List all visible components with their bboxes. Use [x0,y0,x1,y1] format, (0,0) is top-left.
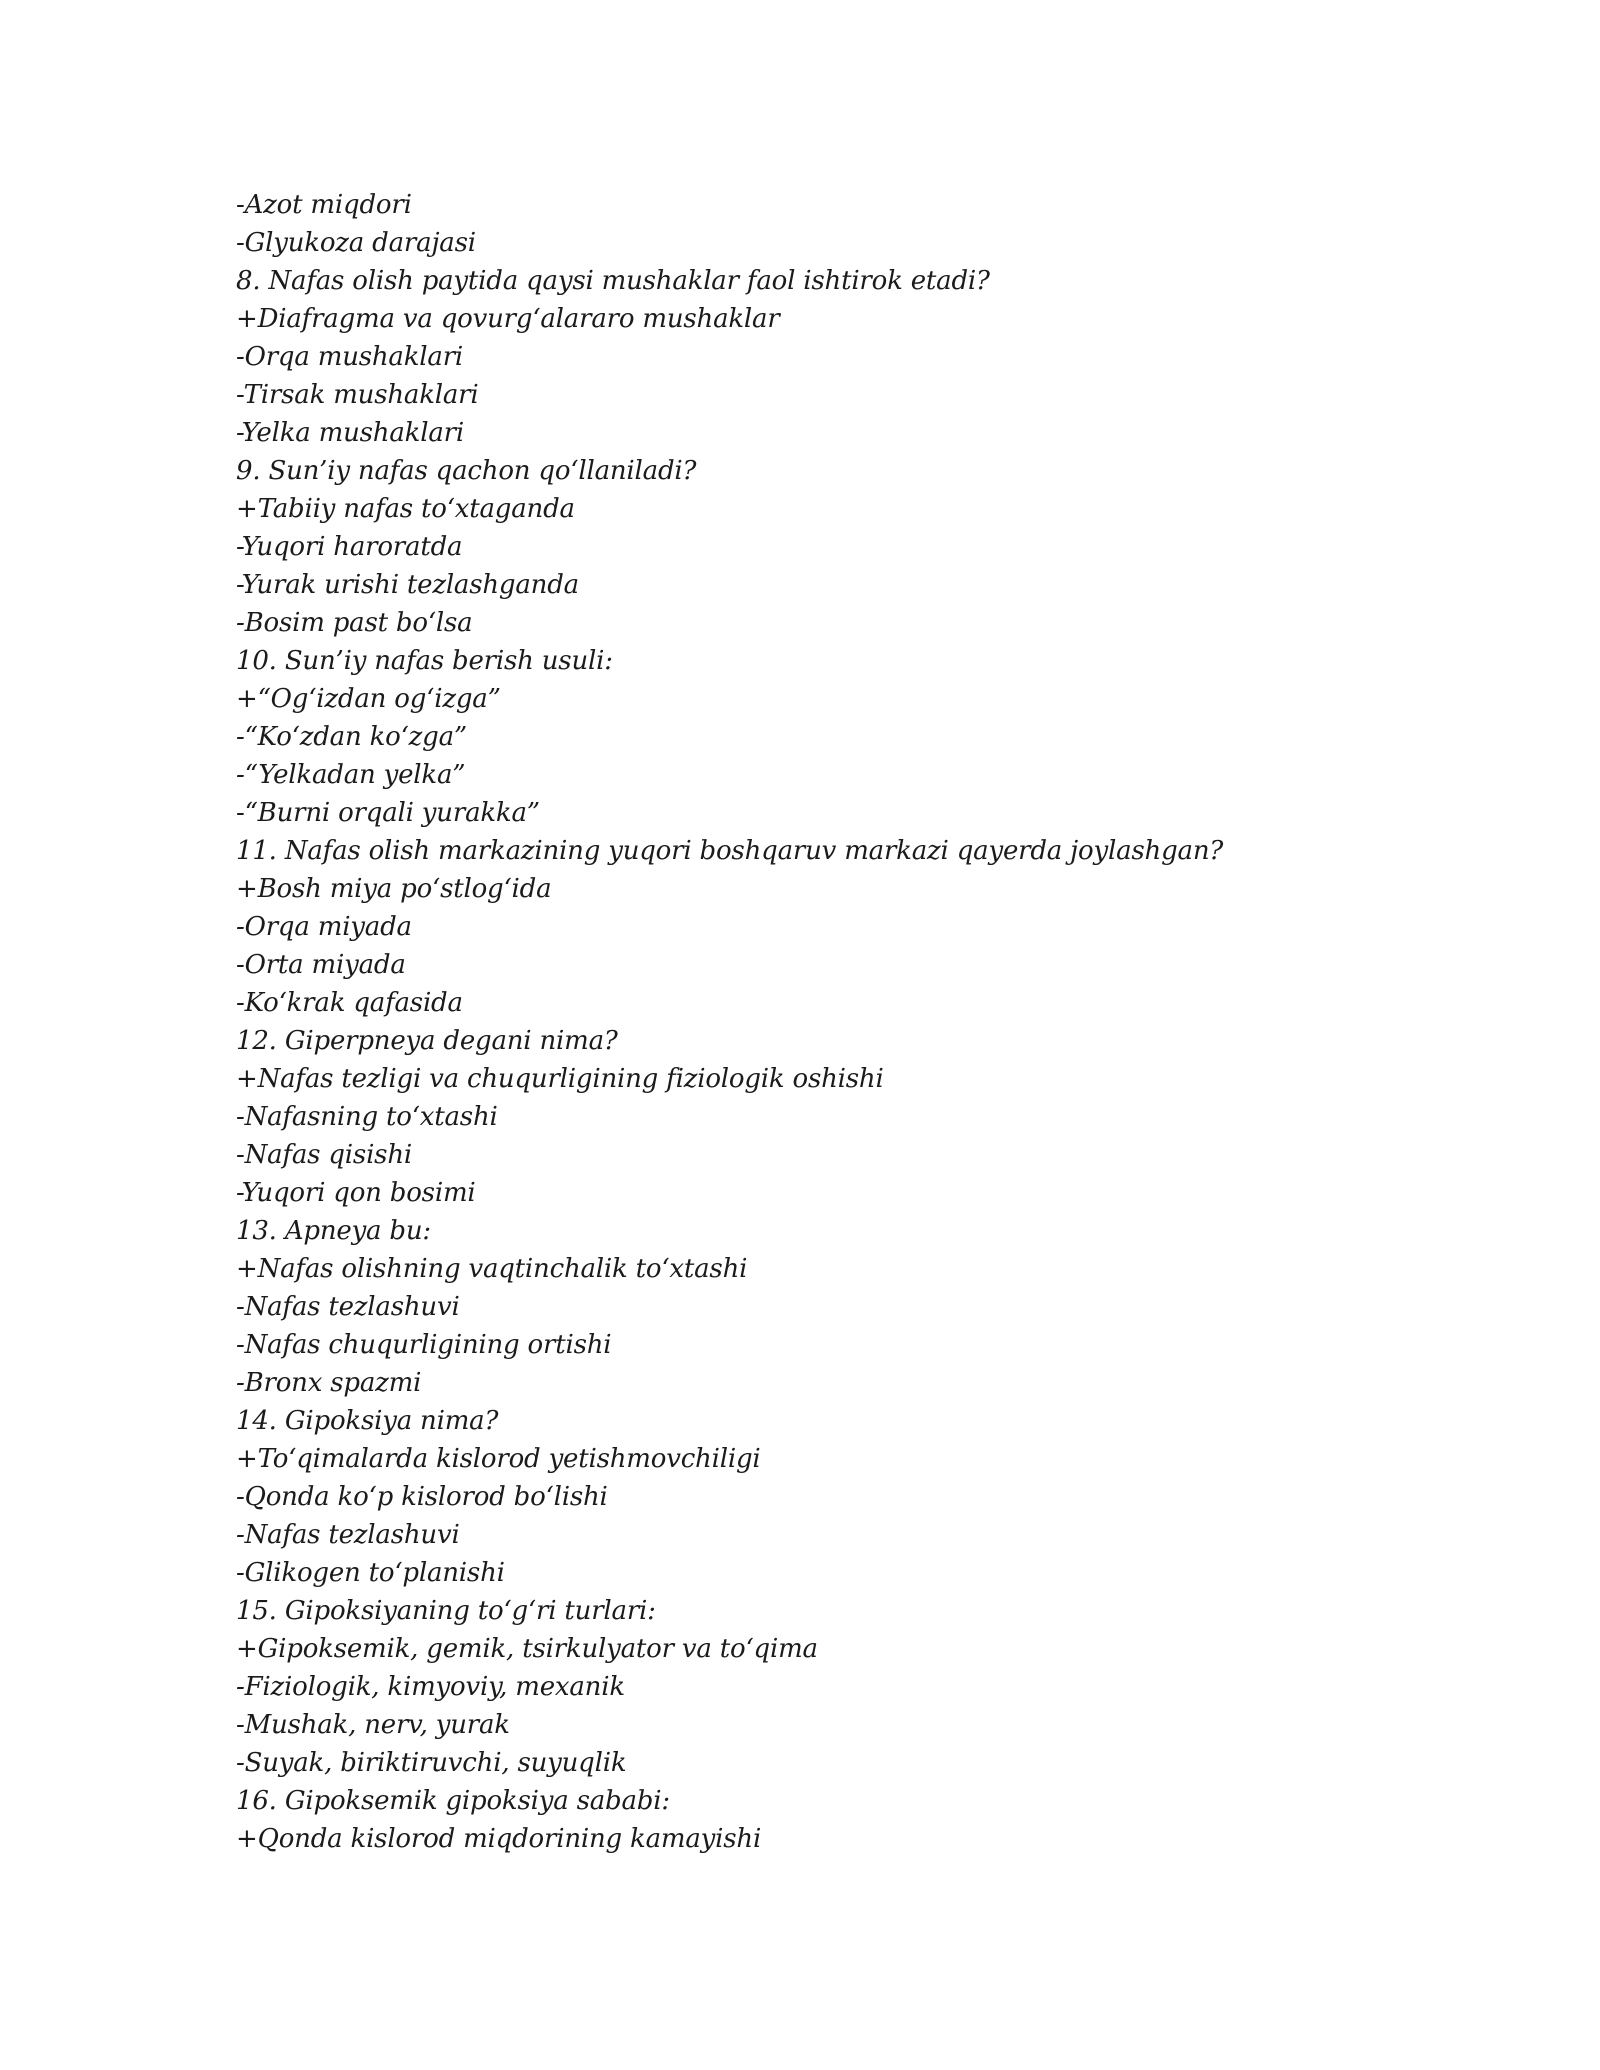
answer-option: -Bronx spazmi [236,1368,422,1398]
answer-option: -Yurak urishi tezlashganda [236,570,579,600]
question-11: 11. Nafas olish markazining yuqori boshqaruv markazi qayerda joylashgan? [236,836,1224,866]
answer-option: -Ko‘krak qafasida [236,988,463,1018]
answer-option: -Yuqori haroratda [236,532,463,562]
answer-option: -Nafasning to‘xtashi [236,1102,498,1132]
answer-option: -Yelka mushaklari [236,418,464,448]
answer-option: -Qonda ko‘p kislorod bo‘lishi [236,1482,608,1512]
question-12: 12. Giperpneya degani nima? [236,1026,618,1056]
answer-option: -Nafas tezlashuvi [236,1520,460,1550]
correct-answer: +To‘qimalarda kislorod yetishmovchiligi [236,1444,761,1474]
correct-answer: +Tabiiy nafas to‘xtaganda [236,494,575,524]
correct-answer: +Nafas tezligi va chuqurligining fiziologik oshishi [236,1064,884,1094]
correct-answer: +Gipoksemik, gemik, tsirkulyator va to‘qima [236,1634,818,1664]
correct-answer: +“Og‘izdan og‘izga” [236,684,501,714]
answer-option: -Nafas tezlashuvi [236,1292,460,1322]
answer-option: -“Ko‘zdan ko‘zga” [236,722,467,752]
question-16: 16. Gipoksemik gipoksiya sababi: [236,1786,670,1816]
answer-option: -Glikogen to‘planishi [236,1558,505,1588]
answer-option: -Orqa miyada [236,912,412,942]
answer-option: -Suyak, biriktiruvchi, suyuqlik [236,1748,627,1778]
answer-option: -Fiziologik, kimyoviy, mexanik [236,1672,625,1702]
answer-option: -Orta miyada [236,950,406,980]
question-15: 15. Gipoksiyaning to‘g‘ri turlari: [236,1596,656,1626]
answer-option: -Nafas chuqurligining ortishi [236,1330,612,1360]
answer-option: -Nafas qisishi [236,1140,412,1170]
question-9: 9. Sun’iy nafas qachon qo‘llaniladi? [236,456,697,486]
correct-answer: +Bosh miya po‘stlog‘ida [236,874,552,904]
answer-option: -“Yelkadan yelka” [236,760,466,790]
question-10: 10. Sun’iy nafas berish usuli: [236,646,613,676]
answer-option: -Azot miqdori [236,190,412,220]
answer-option: -Tirsak mushaklari [236,380,479,410]
question-13: 13. Apneya bu: [236,1216,431,1246]
question-14: 14. Gipoksiya nima? [236,1406,499,1436]
correct-answer: +Diafragma va qovurg‘alararo mushaklar [236,304,780,334]
answer-option: -Yuqori qon bosimi [236,1178,476,1208]
answer-option: -Bosim past bo‘lsa [236,608,473,638]
answer-option: -Mushak, nerv, yurak [236,1710,510,1740]
text-body [236,186,1436,1858]
answer-option: -“Burni orqali yurakka” [236,798,540,828]
correct-answer: +Nafas olishning vaqtinchalik to‘xtashi [236,1254,748,1284]
answer-option: -Glyukoza darajasi [236,228,476,258]
question-8: 8. Nafas olish paytida qaysi mushaklar faol ishtirok etadi? [236,266,990,296]
answer-option: -Orqa mushaklari [236,342,464,372]
correct-answer: +Qonda kislorod miqdorining kamayishi [236,1824,762,1854]
